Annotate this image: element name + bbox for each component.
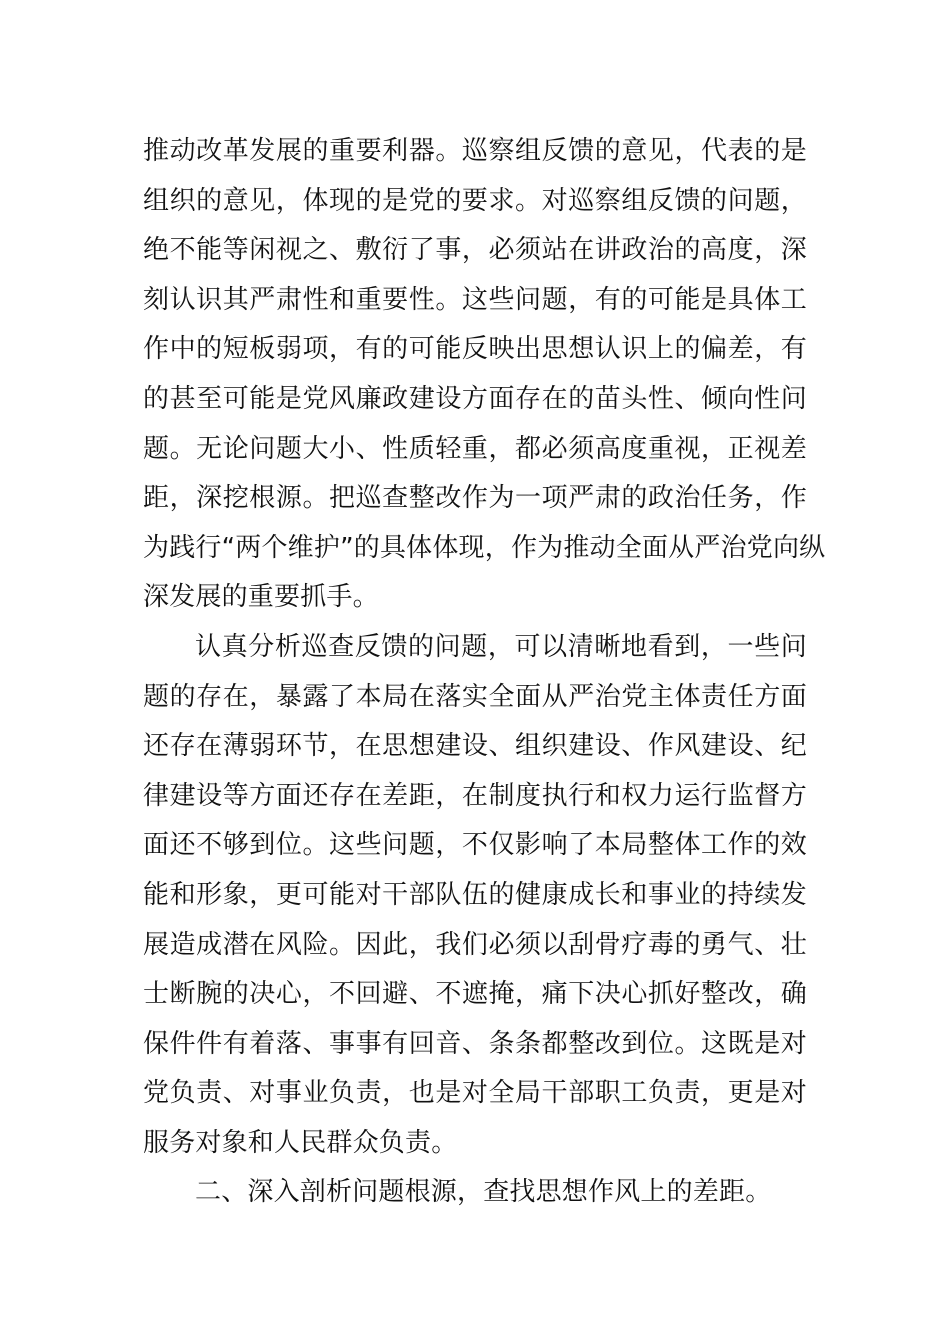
section-heading: 二、深入剖析问题根源，查找思想作风上的差距。 (195, 1177, 772, 1208)
text-line: 题。无论问题大小、性质轻重，都必须高度重视，正视差 (143, 433, 807, 464)
text-line: 距，深挖根源。把巡查整改作为一项严肃的政治任务，作 (143, 483, 807, 514)
text-line: 保件件有着落、事事有回音、条条都整改到位。这既是对 (143, 1028, 807, 1059)
text-line: 的甚至可能是党风廉政建设方面存在的苗头性、倾向性问 (143, 383, 807, 414)
text-line: 刻认识其严肃性和重要性。这些问题，有的可能是具体工 (143, 284, 807, 315)
text-line: 认真分析巡查反馈的问题，可以清晰地看到，一些问 (195, 631, 807, 662)
text-line: 党负责、对事业负责，也是对全局干部职工负责，更是对 (143, 1078, 807, 1109)
text-line: 绝不能等闲视之、敷衍了事，必须站在讲政治的高度，深 (143, 235, 807, 266)
text-line: 面还不够到位。这些问题，不仅影响了本局整体工作的效 (143, 830, 807, 861)
text-line: 律建设等方面还存在差距，在制度执行和权力运行监督方 (143, 780, 807, 811)
text-line: 深发展的重要抓手。 (143, 582, 379, 613)
text-line: 推动改革发展的重要利器。巡察组反馈的意见，代表的是 (143, 136, 807, 166)
text-line: 还存在薄弱环节，在思想建设、组织建设、作风建设、纪 (143, 731, 807, 762)
text-line: 展造成潜在风险。因此，我们必须以刮骨疗毒的勇气、壮 (143, 929, 807, 960)
body-text (143, 127, 826, 1218)
text-line: 题的存在，暴露了本局在落实全面从严治党主体责任方面 (143, 681, 807, 712)
text-line: 组织的意见，体现的是党的要求。对巡察组反馈的问题， (143, 185, 807, 216)
text-line: 士断腕的决心，不回避、不遮掩，痛下决心抓好整改，确 (143, 979, 807, 1010)
text-line: 能和形象，更可能对干部队伍的健康成长和事业的持续发 (143, 879, 807, 910)
text-line: 服务对象和人民群众负责。 (143, 1127, 458, 1158)
text-line: 作中的短板弱项，有的可能反映出思想认识上的偏差，有 (143, 334, 807, 365)
text-line: 为践行“两个维护”的具体体现，作为推动全面从严治党向纵 (143, 532, 826, 563)
